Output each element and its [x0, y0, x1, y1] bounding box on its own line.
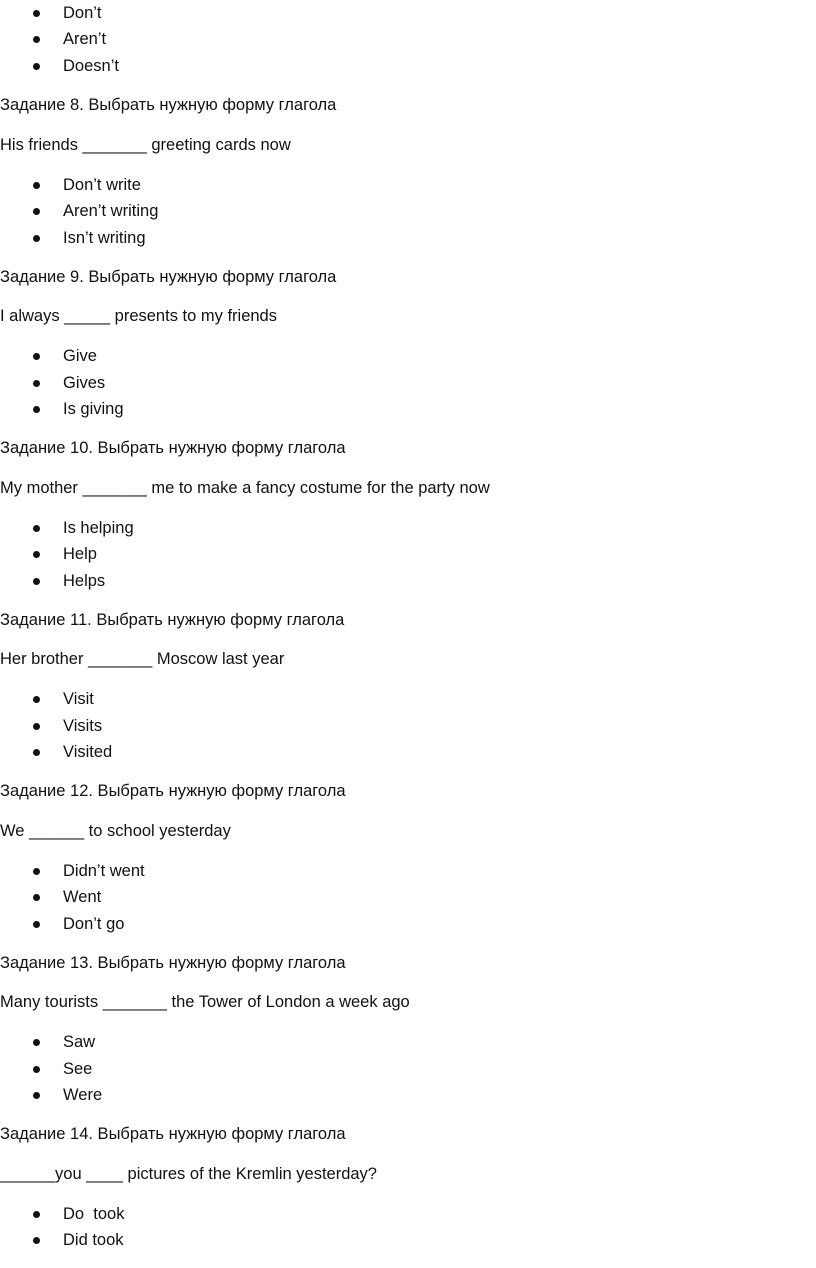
- bullet-icon: [33, 63, 40, 70]
- bullet-icon: [33, 868, 40, 875]
- bullet-icon: [33, 696, 40, 703]
- answer-option: Went: [63, 888, 102, 906]
- answer-option: Visited: [63, 743, 113, 761]
- answer-option: Doesn’t: [63, 57, 119, 75]
- answer-option: Don’t write: [63, 175, 141, 194]
- bullet-icon: [33, 578, 40, 585]
- answer-option: Did took: [63, 1231, 124, 1249]
- task-heading: Задание 12. Выбрать нужную форму глагола: [0, 782, 346, 800]
- bullet-icon: [33, 10, 40, 17]
- bullet-icon: [33, 551, 40, 558]
- task-sentence: Her brother _______ Moscow last year: [0, 650, 285, 668]
- bullet-icon: [33, 1237, 40, 1244]
- bullet-icon: [33, 406, 40, 413]
- answer-option: Gives: [63, 373, 106, 392]
- answer-option: Visits: [63, 716, 103, 735]
- bullet-icon: [33, 182, 40, 189]
- answer-option: Give: [63, 347, 97, 365]
- bullet-icon: [33, 1092, 40, 1099]
- task-heading: Задание 8. Выбрать нужную форму глагола: [0, 96, 337, 114]
- answer-option: Do took: [63, 1204, 125, 1223]
- task-sentence: ______you ____ pictures of the Kremlin yesterday?: [0, 1164, 377, 1183]
- bullet-icon: [33, 1039, 40, 1046]
- bullet-icon: [33, 525, 40, 532]
- answer-option: Isn’t writing: [63, 228, 146, 247]
- answer-option: Saw: [63, 1033, 96, 1051]
- bullet-icon: [33, 921, 40, 928]
- bullet-icon: [33, 208, 40, 215]
- answer-option: Didn’t went: [63, 861, 145, 880]
- answer-option: Aren’t: [63, 30, 107, 48]
- bullet-icon: [33, 1211, 40, 1218]
- answer-option: Aren’t writing: [63, 202, 159, 220]
- answer-option: Don’t: [63, 4, 102, 22]
- task-sentence: We ______ to school yesterday: [0, 821, 231, 840]
- answer-option: Help: [63, 545, 97, 563]
- bullet-icon: [33, 36, 40, 43]
- task-heading: Задание 10. Выбрать нужную форму глагола: [0, 439, 346, 457]
- bullet-icon: [33, 749, 40, 756]
- bullet-icon: [33, 894, 40, 901]
- bullet-icon: [33, 235, 40, 242]
- answer-option: See: [63, 1059, 93, 1078]
- answer-option: Don’t go: [63, 914, 125, 933]
- bullet-icon: [33, 1066, 40, 1073]
- task-heading: Задание 11. Выбрать нужную форму глагола: [0, 610, 345, 629]
- answer-option: Is giving: [63, 400, 124, 418]
- answer-option: Visit: [63, 690, 94, 708]
- task-heading: Задание 13. Выбрать нужную форму глагола: [0, 953, 346, 972]
- answer-option: Were: [63, 1086, 103, 1104]
- task-sentence: I always _____ presents to my friends: [0, 307, 277, 325]
- bullet-icon: [33, 380, 40, 387]
- task-sentence: Many tourists _______ the Tower of London a week ago: [0, 993, 410, 1011]
- task-sentence: My mother _______ me to make a fancy costume for the party now: [0, 478, 490, 497]
- answer-option: Helps: [63, 571, 106, 590]
- bullet-icon: [33, 723, 40, 730]
- bullet-icon: [33, 353, 40, 360]
- task-heading: Задание 14. Выбрать нужную форму глагола: [0, 1125, 346, 1143]
- task-heading: Задание 9. Выбрать нужную форму глагола: [0, 267, 337, 286]
- answer-option: Is helping: [63, 518, 134, 537]
- task-sentence: His friends _______ greeting cards now: [0, 135, 291, 154]
